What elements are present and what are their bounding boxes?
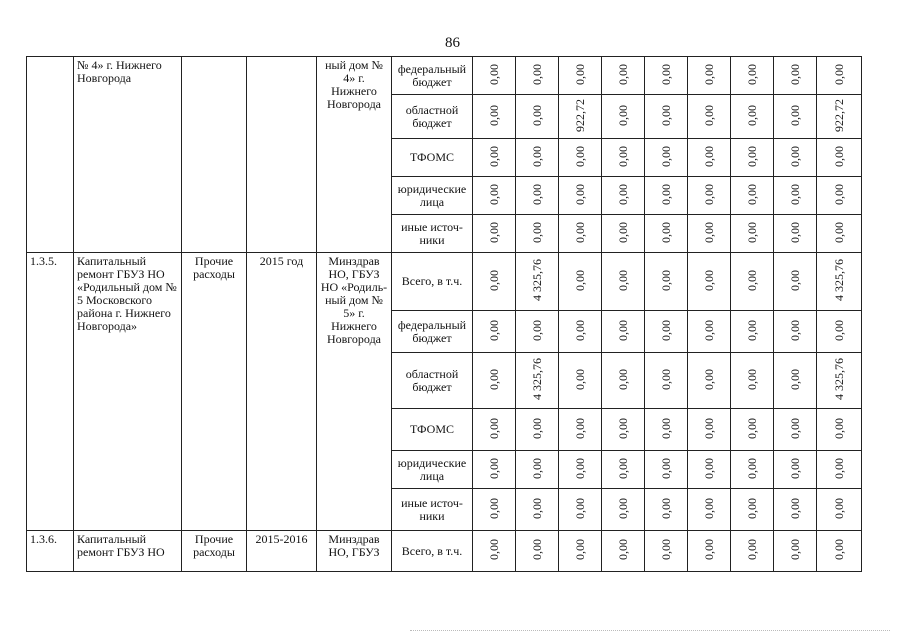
value-cell <box>731 57 774 95</box>
value-cell <box>817 311 862 353</box>
value-cell <box>774 311 817 353</box>
value-text: 0,00 <box>744 497 759 519</box>
value-text: 0,00 <box>658 269 673 291</box>
value-cell <box>559 57 602 95</box>
funding-source: Всего, в т.ч. <box>392 531 473 572</box>
value-cell <box>645 95 688 139</box>
value-text: 0,00 <box>701 145 716 167</box>
value-text: 0,00 <box>486 145 501 167</box>
value-text: 0,00 <box>701 319 716 341</box>
value-cell <box>516 57 559 95</box>
value-cell <box>559 451 602 489</box>
value-cell <box>774 95 817 139</box>
value-cell <box>731 531 774 572</box>
table-row <box>27 253 862 311</box>
executor: Минздрав НО, ГБУЗ <box>317 531 392 572</box>
value-cell <box>731 139 774 177</box>
period: 2015-2016 <box>247 531 317 572</box>
value-text: 0,00 <box>615 269 630 291</box>
value-cell <box>473 353 516 409</box>
value-cell <box>688 311 731 353</box>
value-text: 0,00 <box>658 457 673 479</box>
value-cell <box>602 531 645 572</box>
value-text: 0,00 <box>572 269 587 291</box>
value-text: 0,00 <box>701 183 716 205</box>
value-cell <box>817 409 862 451</box>
value-cell <box>516 215 559 253</box>
value-cell <box>817 531 862 572</box>
value-cell <box>817 253 862 311</box>
value-text: 4 325,76 <box>529 358 544 400</box>
value-text: 0,00 <box>658 183 673 205</box>
value-cell <box>645 451 688 489</box>
value-text: 0,00 <box>572 145 587 167</box>
value-text: 0,00 <box>658 221 673 243</box>
value-text: 0,00 <box>701 269 716 291</box>
value-text: 0,00 <box>787 183 802 205</box>
value-text: 0,00 <box>787 63 802 85</box>
value-text: 0,00 <box>744 539 759 560</box>
value-cell <box>817 451 862 489</box>
funding-source: ТФОМС <box>392 409 473 451</box>
value-text: 0,00 <box>486 63 501 85</box>
value-cell <box>516 139 559 177</box>
value-cell <box>817 215 862 253</box>
value-text: 0,00 <box>529 497 544 519</box>
value-cell <box>688 253 731 311</box>
value-text: 922,72 <box>572 98 587 132</box>
executor: Минздрав НО, ГБУЗ НО «Родиль-ный дом № 5» г. Нижнего Новгорода <box>317 253 392 531</box>
value-cell <box>645 139 688 177</box>
value-text: 0,00 <box>658 368 673 390</box>
value-cell <box>602 353 645 409</box>
value-cell <box>602 253 645 311</box>
value-text: 0,00 <box>744 368 759 390</box>
value-cell <box>645 57 688 95</box>
value-text: 0,00 <box>831 539 846 560</box>
value-text: 0,00 <box>658 417 673 439</box>
value-text: 0,00 <box>615 417 630 439</box>
expense-type: Прочие расходы <box>182 253 247 531</box>
value-text: 0,00 <box>701 368 716 390</box>
value-cell <box>516 409 559 451</box>
value-cell <box>731 253 774 311</box>
value-cell <box>645 409 688 451</box>
value-cell <box>516 353 559 409</box>
value-text: 0,00 <box>658 319 673 341</box>
value-text: 0,00 <box>529 417 544 439</box>
funding-source: федеральный бюджет <box>392 57 473 95</box>
value-text: 0,00 <box>831 319 846 341</box>
value-cell <box>645 215 688 253</box>
value-text: 0,00 <box>744 183 759 205</box>
table-row <box>27 531 862 572</box>
value-cell <box>688 353 731 409</box>
value-cell <box>516 451 559 489</box>
value-cell <box>688 409 731 451</box>
value-cell <box>817 177 862 215</box>
value-text: 0,00 <box>615 539 630 560</box>
value-text: 0,00 <box>486 457 501 479</box>
value-cell <box>774 139 817 177</box>
value-text: 0,00 <box>831 497 846 519</box>
value-text: 0,00 <box>701 63 716 85</box>
value-text: 0,00 <box>658 497 673 519</box>
value-cell <box>559 311 602 353</box>
budget-table <box>26 56 862 572</box>
value-text: 0,00 <box>787 319 802 341</box>
value-cell <box>473 451 516 489</box>
value-text: 0,00 <box>529 63 544 85</box>
value-text: 0,00 <box>787 269 802 291</box>
funding-source: федеральный бюджет <box>392 311 473 353</box>
value-cell <box>559 139 602 177</box>
value-text: 0,00 <box>658 145 673 167</box>
value-cell <box>688 531 731 572</box>
value-text: 0,00 <box>486 539 501 560</box>
value-text: 4 325,76 <box>831 358 846 400</box>
value-text: 0,00 <box>744 63 759 85</box>
value-cell <box>688 177 731 215</box>
value-text: 0,00 <box>486 497 501 519</box>
value-text: 0,00 <box>572 63 587 85</box>
value-text: 0,00 <box>615 368 630 390</box>
value-text: 0,00 <box>615 221 630 243</box>
value-cell <box>817 95 862 139</box>
value-text: 0,00 <box>831 457 846 479</box>
row-number: 1.3.6. <box>27 531 74 572</box>
value-cell <box>559 215 602 253</box>
value-cell <box>602 215 645 253</box>
value-cell <box>559 95 602 139</box>
value-cell <box>731 177 774 215</box>
value-cell <box>731 95 774 139</box>
value-cell <box>731 489 774 531</box>
value-text: 0,00 <box>529 183 544 205</box>
value-text: 0,00 <box>529 104 544 126</box>
value-text: 0,00 <box>615 145 630 167</box>
value-cell <box>473 215 516 253</box>
value-cell <box>473 177 516 215</box>
value-text: 0,00 <box>486 104 501 126</box>
value-text: 0,00 <box>787 497 802 519</box>
value-text: 0,00 <box>486 319 501 341</box>
value-cell <box>559 253 602 311</box>
value-cell <box>731 311 774 353</box>
value-text: 0,00 <box>615 457 630 479</box>
funding-source: Всего, в т.ч. <box>392 253 473 311</box>
value-cell <box>473 311 516 353</box>
scan-footer-mark <box>410 630 890 635</box>
value-text: 0,00 <box>615 104 630 126</box>
value-cell <box>602 451 645 489</box>
value-text: 922,72 <box>831 98 846 132</box>
value-text: 0,00 <box>486 183 501 205</box>
value-text: 0,00 <box>615 183 630 205</box>
value-cell <box>602 409 645 451</box>
value-cell <box>774 489 817 531</box>
value-text: 0,00 <box>529 319 544 341</box>
value-cell <box>559 489 602 531</box>
value-text: 0,00 <box>572 497 587 519</box>
value-text: 0,00 <box>744 221 759 243</box>
value-text: 0,00 <box>787 145 802 167</box>
value-text: 0,00 <box>615 497 630 519</box>
value-cell <box>645 177 688 215</box>
value-cell <box>516 95 559 139</box>
value-cell <box>645 311 688 353</box>
value-cell <box>602 177 645 215</box>
value-cell <box>645 531 688 572</box>
value-cell <box>473 95 516 139</box>
value-text: 0,00 <box>658 539 673 560</box>
funding-source: юридические лица <box>392 451 473 489</box>
value-text: 4 325,76 <box>831 259 846 301</box>
value-text: 0,00 <box>572 319 587 341</box>
value-text: 0,00 <box>529 221 544 243</box>
value-text: 0,00 <box>701 457 716 479</box>
value-text: 0,00 <box>615 63 630 85</box>
expense-type <box>182 57 247 253</box>
value-cell <box>817 57 862 95</box>
value-text: 0,00 <box>831 417 846 439</box>
value-cell <box>559 177 602 215</box>
value-cell <box>645 253 688 311</box>
funding-source: областной бюджет <box>392 95 473 139</box>
value-cell <box>559 531 602 572</box>
value-cell <box>688 215 731 253</box>
value-cell <box>516 177 559 215</box>
value-cell <box>473 489 516 531</box>
value-text: 0,00 <box>831 145 846 167</box>
page-number: 86 <box>445 35 460 51</box>
value-text: 4 325,76 <box>529 259 544 301</box>
value-text: 0,00 <box>787 417 802 439</box>
value-text: 0,00 <box>787 539 802 560</box>
value-cell <box>774 253 817 311</box>
value-text: 0,00 <box>787 457 802 479</box>
value-cell <box>688 139 731 177</box>
value-cell <box>559 353 602 409</box>
value-text: 0,00 <box>572 368 587 390</box>
value-text: 0,00 <box>744 104 759 126</box>
value-cell <box>473 57 516 95</box>
value-cell <box>602 139 645 177</box>
value-cell <box>645 489 688 531</box>
value-text: 0,00 <box>486 368 501 390</box>
funding-source: иные источ-ники <box>392 215 473 253</box>
value-cell <box>817 353 862 409</box>
value-cell <box>688 95 731 139</box>
value-cell <box>516 489 559 531</box>
value-text: 0,00 <box>572 221 587 243</box>
value-text: 0,00 <box>572 539 587 560</box>
value-cell <box>774 177 817 215</box>
value-cell <box>516 253 559 311</box>
value-text: 0,00 <box>787 368 802 390</box>
value-cell <box>688 451 731 489</box>
value-cell <box>473 409 516 451</box>
value-text: 0,00 <box>529 539 544 560</box>
value-cell <box>473 531 516 572</box>
value-text: 0,00 <box>486 221 501 243</box>
value-text: 0,00 <box>831 183 846 205</box>
value-cell <box>774 57 817 95</box>
value-text: 0,00 <box>744 319 759 341</box>
value-text: 0,00 <box>831 63 846 85</box>
value-cell <box>602 95 645 139</box>
measure-name: № 4» г. Нижнего Новгорода <box>74 57 182 253</box>
value-text: 0,00 <box>744 145 759 167</box>
table-row <box>27 57 862 95</box>
expense-type: Прочие расходы <box>182 531 247 572</box>
value-cell <box>473 139 516 177</box>
period: 2015 год <box>247 253 317 531</box>
measure-name: Капитальный ремонт ГБУЗ НО <box>74 531 182 572</box>
value-text: 0,00 <box>486 417 501 439</box>
value-text: 0,00 <box>572 183 587 205</box>
value-text: 0,00 <box>744 269 759 291</box>
value-text: 0,00 <box>658 63 673 85</box>
value-cell <box>731 451 774 489</box>
value-cell <box>473 253 516 311</box>
value-cell <box>688 489 731 531</box>
row-number: 1.3.5. <box>27 253 74 531</box>
value-cell <box>731 215 774 253</box>
value-cell <box>602 57 645 95</box>
value-text: 0,00 <box>787 104 802 126</box>
funding-source: юридические лица <box>392 177 473 215</box>
value-cell <box>645 353 688 409</box>
value-cell <box>774 353 817 409</box>
value-cell <box>559 409 602 451</box>
value-text: 0,00 <box>658 104 673 126</box>
executor: ный дом № 4» г. Нижнего Новгорода <box>317 57 392 253</box>
value-text: 0,00 <box>572 457 587 479</box>
value-text: 0,00 <box>744 457 759 479</box>
value-text: 0,00 <box>701 539 716 560</box>
value-cell <box>602 311 645 353</box>
value-cell <box>602 489 645 531</box>
value-text: 0,00 <box>701 417 716 439</box>
value-cell <box>774 531 817 572</box>
value-cell <box>817 139 862 177</box>
value-text: 0,00 <box>572 417 587 439</box>
value-cell <box>731 409 774 451</box>
value-cell <box>817 489 862 531</box>
value-text: 0,00 <box>529 145 544 167</box>
funding-source: областной бюджет <box>392 353 473 409</box>
value-cell <box>774 409 817 451</box>
measure-name: Капитальный ремонт ГБУЗ НО «Родильный дом № 5 Московского района г. Нижнего Новгорода» <box>74 253 182 531</box>
row-number <box>27 57 74 253</box>
value-text: 0,00 <box>701 221 716 243</box>
value-cell <box>516 531 559 572</box>
funding-source: иные источ-ники <box>392 489 473 531</box>
value-text: 0,00 <box>831 221 846 243</box>
value-cell <box>731 353 774 409</box>
value-text: 0,00 <box>787 221 802 243</box>
value-text: 0,00 <box>615 319 630 341</box>
funding-source: ТФОМС <box>392 139 473 177</box>
value-text: 0,00 <box>486 269 501 291</box>
value-cell <box>774 451 817 489</box>
value-text: 0,00 <box>529 457 544 479</box>
value-text: 0,00 <box>701 104 716 126</box>
value-cell <box>516 311 559 353</box>
period <box>247 57 317 253</box>
value-text: 0,00 <box>744 417 759 439</box>
value-cell <box>774 215 817 253</box>
value-cell <box>688 57 731 95</box>
value-text: 0,00 <box>701 497 716 519</box>
